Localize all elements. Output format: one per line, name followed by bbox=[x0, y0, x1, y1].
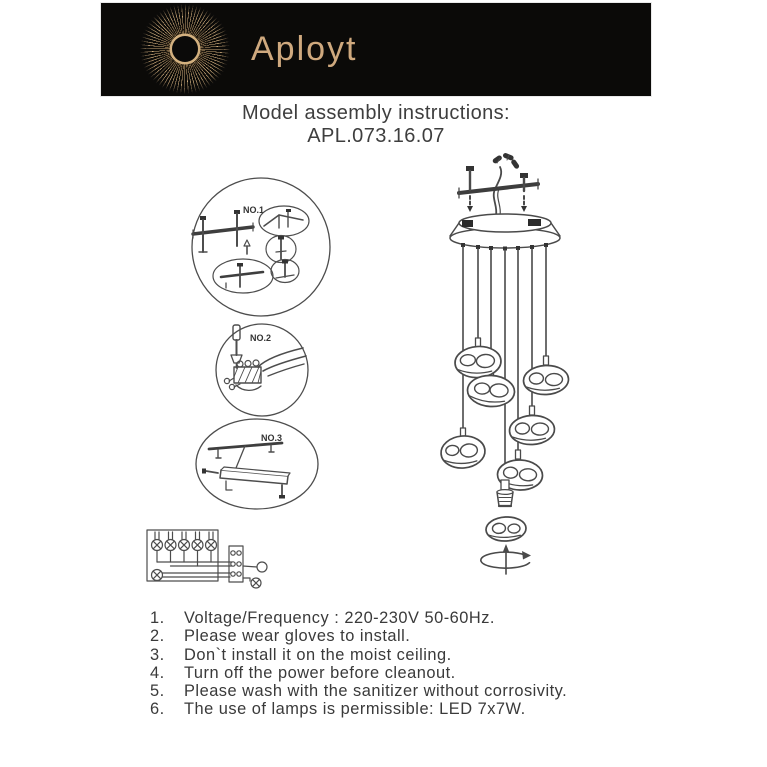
instruction-text: The use of lamps is permissible: LED 7x7W. bbox=[184, 700, 526, 719]
supply-wires bbox=[492, 152, 520, 215]
instruction-text: Please wash with the sanitizer without corrosivity. bbox=[184, 682, 568, 701]
lamp-shade bbox=[509, 414, 555, 445]
instruction-item bbox=[150, 646, 567, 664]
instruction-number: 2. bbox=[150, 627, 165, 646]
instruction-number: 4. bbox=[150, 663, 165, 682]
instruction-item bbox=[150, 609, 567, 627]
step3-label: NO.3 bbox=[261, 433, 283, 443]
lamp-symbols-row bbox=[152, 532, 217, 566]
instruction-number: 6. bbox=[150, 700, 165, 719]
lamp-shade bbox=[454, 345, 502, 379]
step1-circle-diagram bbox=[192, 178, 330, 316]
instruction-text: Turn off the power before cleanout. bbox=[184, 663, 456, 682]
instruction-number: 3. bbox=[150, 645, 165, 664]
instruction-item bbox=[150, 682, 567, 700]
instruction-text: Voltage/Frequency : 220-230V 50-60Hz. bbox=[184, 609, 495, 627]
ceiling-canopy bbox=[450, 214, 560, 251]
lamp-shade bbox=[467, 374, 516, 407]
instruction-text: Please wear gloves to install. bbox=[184, 627, 411, 646]
chandelier-drawing bbox=[440, 152, 570, 574]
detached-shade bbox=[485, 516, 526, 542]
step3-circle-diagram bbox=[196, 419, 318, 509]
step1-label: NO.1 bbox=[243, 205, 265, 215]
lamp-shade bbox=[440, 434, 487, 470]
instruction-item bbox=[150, 627, 567, 645]
lamp-shade bbox=[523, 364, 569, 395]
instruction-text: Don`t install it on the moist ceiling. bbox=[184, 645, 452, 664]
wiring-diagram bbox=[147, 530, 267, 588]
step2-label: NO.2 bbox=[250, 333, 272, 343]
mounting-bar bbox=[459, 166, 538, 212]
rotation-arrow bbox=[481, 544, 531, 574]
instructions-list bbox=[150, 609, 567, 719]
model-number: APL.073.16.07 bbox=[307, 125, 445, 147]
step2-circle-diagram bbox=[216, 324, 308, 416]
instruction-item bbox=[150, 700, 567, 718]
brand-wordmark: Aployt bbox=[251, 30, 358, 68]
instruction-number: 1. bbox=[150, 609, 165, 627]
page-title: Model assembly instructions: bbox=[242, 102, 510, 124]
instruction-item bbox=[150, 664, 567, 682]
instruction-number: 5. bbox=[150, 682, 165, 701]
